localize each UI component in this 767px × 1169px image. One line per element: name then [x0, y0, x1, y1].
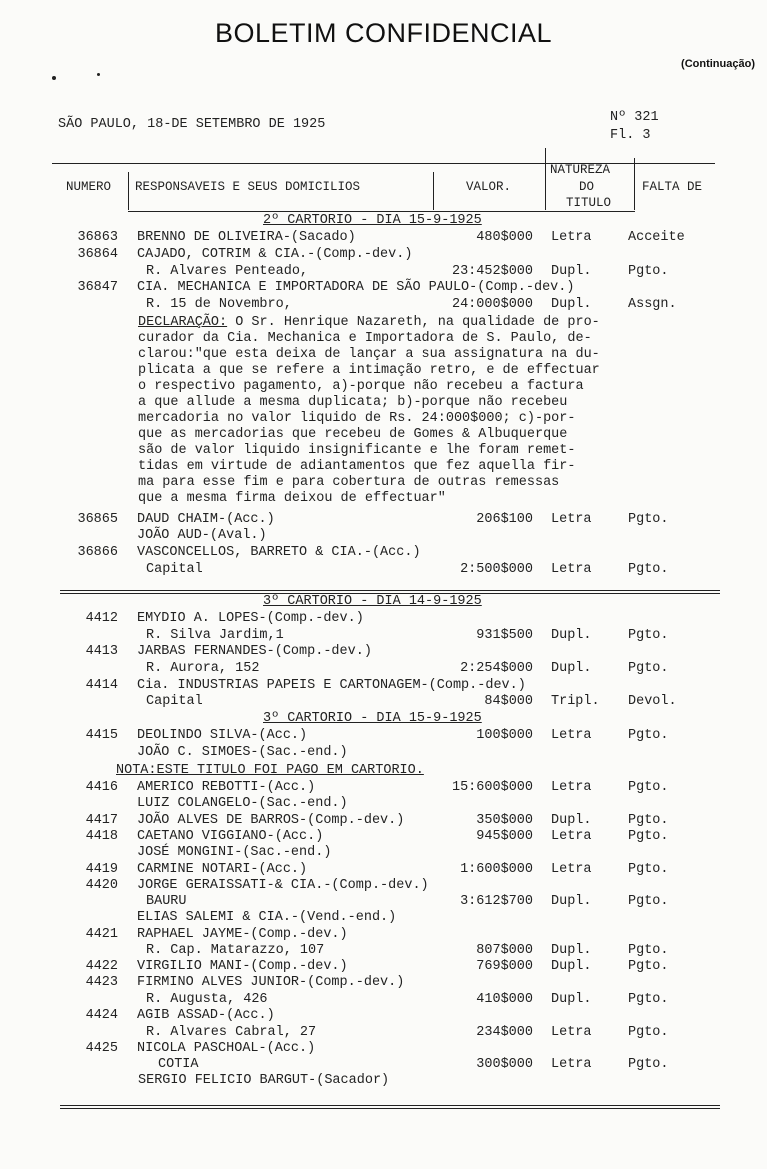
row-reason: Pgto. — [628, 728, 669, 743]
column-header-valor: VALOR. — [466, 180, 512, 194]
column-divider — [433, 172, 434, 210]
row-name: CAETANO VIGGIANO-(Acc.) — [137, 829, 324, 844]
row-value: 234$000 — [476, 1025, 533, 1040]
row-value: 24:000$000 — [451, 297, 533, 312]
row-name: JARBAS FERNANDES-(Comp.-dev.) — [137, 644, 372, 659]
row-number: 36864 — [77, 247, 118, 262]
row-address: R. Alvares Cabral, 27 — [146, 1025, 317, 1040]
table-row — [0, 1057, 767, 1073]
table-row — [0, 264, 767, 280]
section-heading: 2º CARTORIO - DIA 15-9-1925 — [263, 213, 482, 228]
declaration-line: clarou:"que esta deixa de lançar a sua assignatura na du- — [138, 347, 600, 362]
row-nature: Dupl. — [551, 992, 592, 1007]
row-nature: Tripl. — [551, 694, 600, 709]
row-value: 410$000 — [476, 992, 533, 1007]
row-value: 931$500 — [476, 628, 533, 643]
payment-note: NOTA:ESTE TITULO FOI PAGO EM CARTORIO. — [116, 763, 424, 778]
table-row — [0, 694, 767, 710]
place-date: SÃO PAULO, 18-DE SETEMBRO DE 1925 — [58, 117, 326, 132]
row-number: 36866 — [77, 545, 118, 560]
table-row — [0, 628, 767, 644]
row-name: AGIB ASSAD-(Acc.) — [137, 1008, 275, 1023]
table-row — [0, 813, 767, 829]
row-reason: Assgn. — [628, 297, 677, 312]
row-value: 2:254$000 — [460, 661, 533, 676]
row-nature: Dupl. — [551, 894, 592, 909]
row-reason: Pgto. — [628, 829, 669, 844]
table-row — [0, 280, 767, 296]
declaration-line: plicata a que se refere a intimação retro, e de effectuar — [138, 363, 600, 378]
row-reason: Pgto. — [628, 992, 669, 1007]
row-nature: Dupl. — [551, 297, 592, 312]
row-reason: Pgto. — [628, 264, 669, 279]
header-top-rule — [52, 163, 715, 164]
row-nature: Letra — [551, 230, 592, 245]
table-row — [0, 894, 767, 910]
table-row — [0, 910, 767, 926]
row-reason: Pgto. — [628, 1057, 669, 1072]
column-divider — [128, 172, 129, 210]
row-nature: Dupl. — [551, 264, 592, 279]
row-name: DEOLINDO SILVA-(Acc.) — [137, 728, 308, 743]
ink-speck — [52, 76, 56, 80]
row-name: LUIZ COLANGELO-(Sac.-end.) — [137, 796, 348, 811]
row-value: 206$100 — [476, 512, 533, 527]
row-number: 4421 — [85, 927, 118, 942]
row-number: 4417 — [85, 813, 118, 828]
declaration-line: mercadoria no valor liquido de Rs. 24:000$000; c)-por- — [138, 411, 576, 426]
header-bottom-rule — [128, 211, 635, 212]
row-name: JOÃO ALVES DE BARROS-(Comp.-dev.) — [137, 813, 405, 828]
table-row — [0, 230, 767, 246]
column-header-natureza: NATUREZA — [550, 163, 611, 177]
row-value: 84$000 — [484, 694, 533, 709]
table-row — [0, 943, 767, 959]
row-reason: Pgto. — [628, 813, 669, 828]
row-name: AMERICO REBOTTI-(Acc.) — [137, 780, 316, 795]
row-name: ELIAS SALEMI & CIA.-(Vend.-end.) — [137, 910, 397, 925]
column-header-responsaveis: RESPONSAVEIS E SEUS DOMICILIOS — [135, 180, 361, 194]
row-reason: Pgto. — [628, 512, 669, 527]
row-reason: Pgto. — [628, 894, 669, 909]
table-row — [0, 562, 767, 578]
row-nature: Letra — [551, 780, 592, 795]
row-name: JORGE GERAISSATI-& CIA.-(Comp.-dev.) — [137, 878, 429, 893]
table-row — [0, 845, 767, 861]
row-address: R. 15 de Novembro, — [146, 297, 292, 312]
table-row — [0, 829, 767, 845]
row-name: VASCONCELLOS, BARRETO & CIA.-(Acc.) — [137, 545, 421, 560]
row-value: 15:600$000 — [451, 780, 533, 795]
bulletin-number: Nº 321 — [610, 110, 659, 125]
row-nature: Letra — [551, 512, 592, 527]
row-nature: Dupl. — [551, 943, 592, 958]
row-reason: Pgto. — [628, 661, 669, 676]
row-number: 4425 — [85, 1041, 118, 1056]
table-row — [0, 512, 767, 528]
row-reason: Acceite — [628, 230, 685, 245]
row-number: 4414 — [85, 678, 118, 693]
row-reason: Pgto. — [628, 862, 669, 877]
table-row — [0, 545, 767, 561]
table-row — [0, 796, 767, 812]
row-value: 350$000 — [476, 813, 533, 828]
section-rule — [60, 590, 720, 591]
row-name: CAJADO, COTRIM & CIA.-(Comp.-dev.) — [137, 247, 413, 262]
table-row — [0, 611, 767, 627]
row-name: FIRMINO ALVES JUNIOR-(Comp.-dev.) — [137, 975, 405, 990]
table-row — [0, 992, 767, 1008]
row-number: 4419 — [85, 862, 118, 877]
row-value: 2:500$000 — [460, 562, 533, 577]
row-reason: Pgto. — [628, 562, 669, 577]
row-number: 4420 — [85, 878, 118, 893]
row-address: COTIA — [158, 1057, 199, 1072]
row-number: 4423 — [85, 975, 118, 990]
table-row — [0, 678, 767, 694]
row-value: 1:600$000 — [460, 862, 533, 877]
table-row — [0, 728, 767, 744]
row-nature: Dupl. — [551, 628, 592, 643]
table-row — [0, 1073, 767, 1089]
row-address: BAURU — [146, 894, 187, 909]
table-row — [0, 745, 767, 761]
row-name: JOÃO AUD-(Aval.) — [137, 528, 267, 543]
ink-speck — [97, 73, 100, 76]
section-heading: 3º CARTORIO - DIA 15-9-1925 — [263, 711, 482, 726]
row-name: RAPHAEL JAYME-(Comp.-dev.) — [137, 927, 348, 942]
row-name: CIA. MECHANICA E IMPORTADORA DE SÃO PAULO-(Comp.-dev.) — [137, 280, 575, 295]
footer-rule — [60, 1108, 720, 1109]
row-name: CARMINE NOTARI-(Acc.) — [137, 862, 308, 877]
row-value: 769$000 — [476, 959, 533, 974]
continuation-label: (Continuação) — [681, 58, 755, 70]
row-reason: Devol. — [628, 694, 677, 709]
declaration-line: o respectivo pagamento, a)-porque não recebeu a factura — [138, 379, 584, 394]
row-name: EMYDIO A. LOPES-(Comp.-dev.) — [137, 611, 364, 626]
row-number: 36863 — [77, 230, 118, 245]
row-number: 4422 — [85, 959, 118, 974]
declaration-line: O Sr. Henrique Nazareth, na qualidade de pro- — [227, 315, 600, 330]
sheet-number: Fl. 3 — [610, 128, 651, 143]
row-name: VIRGILIO MANI-(Comp.-dev.) — [137, 959, 348, 974]
row-nature: Dupl. — [551, 813, 592, 828]
row-address: R. Silva Jardim,1 — [146, 628, 284, 643]
column-header-natureza: DO — [579, 180, 595, 194]
column-header-numero: NUMERO — [66, 180, 112, 194]
table-row — [0, 528, 767, 544]
column-header-natureza: TITULO — [566, 196, 612, 210]
table-row — [0, 975, 767, 991]
column-divider — [634, 158, 635, 210]
row-reason: Pgto. — [628, 959, 669, 974]
row-reason: Pgto. — [628, 943, 669, 958]
table-row — [0, 862, 767, 878]
row-value: 945$000 — [476, 829, 533, 844]
column-divider — [545, 148, 546, 210]
row-value: 100$000 — [476, 728, 533, 743]
row-nature: Dupl. — [551, 661, 592, 676]
row-number: 36847 — [77, 280, 118, 295]
column-header-falta: FALTA DE — [642, 180, 703, 194]
row-number: 4424 — [85, 1008, 118, 1023]
row-value: 300$000 — [476, 1057, 533, 1072]
declaration-line: a que allude a mesma duplicata; b)-porque não recebeu — [138, 395, 568, 410]
row-nature: Dupl. — [551, 959, 592, 974]
bulletin-title: BOLETIM CONFIDENCIAL — [214, 18, 553, 48]
table-row — [0, 959, 767, 975]
declaration-line: curador da Cia. Mechanica e Importadora de S. Paulo, de- — [138, 331, 592, 346]
row-nature: Letra — [551, 862, 592, 877]
row-name: SERGIO FELICIO BARGUT-(Sacador) — [138, 1073, 390, 1088]
declaration-block — [138, 315, 683, 507]
row-name: BRENNO DE OLIVEIRA-(Sacado) — [137, 230, 356, 245]
row-reason: Pgto. — [628, 780, 669, 795]
row-address: R. Cap. Matarazzo, 107 — [146, 943, 325, 958]
row-number: 36865 — [77, 512, 118, 527]
row-nature: Letra — [551, 728, 592, 743]
footer-rule — [60, 1105, 720, 1106]
declaration-line: que a mesma firma deixou de effectuar" — [138, 491, 446, 506]
row-nature: Letra — [551, 1057, 592, 1072]
table-row — [0, 297, 767, 313]
row-value: 480$000 — [476, 230, 533, 245]
row-reason: Pgto. — [628, 628, 669, 643]
table-row — [0, 927, 767, 943]
declaration-line: tidas em virtude de adiantamentos que fez aquella fir- — [138, 459, 576, 474]
table-row — [0, 1041, 767, 1057]
declaration-label: DECLARAÇÃO: — [138, 315, 228, 330]
row-nature: Letra — [551, 562, 592, 577]
row-address: Capital — [146, 694, 203, 709]
row-name: JOÃO C. SIMOES-(Sac.-end.) — [137, 745, 348, 760]
row-address: R. Augusta, 426 — [146, 992, 268, 1007]
row-number: 4418 — [85, 829, 118, 844]
row-nature: Letra — [551, 829, 592, 844]
row-number: 4415 — [85, 728, 118, 743]
section-heading: 3º CARTORIO - DIA 14-9-1925 — [263, 594, 482, 609]
table-row — [0, 1025, 767, 1041]
declaration-line: ma para esse fim e para cobertura de outras remessas — [138, 475, 560, 490]
row-value: 807$000 — [476, 943, 533, 958]
table-row — [0, 878, 767, 894]
row-nature: Letra — [551, 1025, 592, 1040]
declaration-line: que as mercadorias que recebeu de Gomes & Albuquerque — [138, 427, 568, 442]
row-address: R. Aurora, 152 — [146, 661, 260, 676]
declaration-line: são de valor liquido insignificante e lhe foram remet- — [138, 443, 576, 458]
row-name: Cia. INDUSTRIAS PAPEIS E CARTONAGEM-(Comp.-dev.) — [137, 678, 526, 693]
row-value: 23:452$000 — [451, 264, 533, 279]
row-value: 3:612$700 — [460, 894, 533, 909]
row-name: NICOLA PASCHOAL-(Acc.) — [137, 1041, 316, 1056]
table-row — [0, 247, 767, 263]
table-row — [0, 644, 767, 660]
row-name: DAUD CHAIM-(Acc.) — [137, 512, 275, 527]
row-number: 4416 — [85, 780, 118, 795]
row-name: JOSÉ MONGINI-(Sac.-end.) — [137, 845, 332, 860]
row-address: R. Alvares Penteado, — [146, 264, 309, 279]
row-number: 4413 — [85, 644, 118, 659]
table-row — [0, 661, 767, 677]
row-reason: Pgto. — [628, 1025, 669, 1040]
row-number: 4412 — [85, 611, 118, 626]
row-address: Capital — [146, 562, 203, 577]
table-row — [0, 780, 767, 796]
table-row — [0, 1008, 767, 1024]
